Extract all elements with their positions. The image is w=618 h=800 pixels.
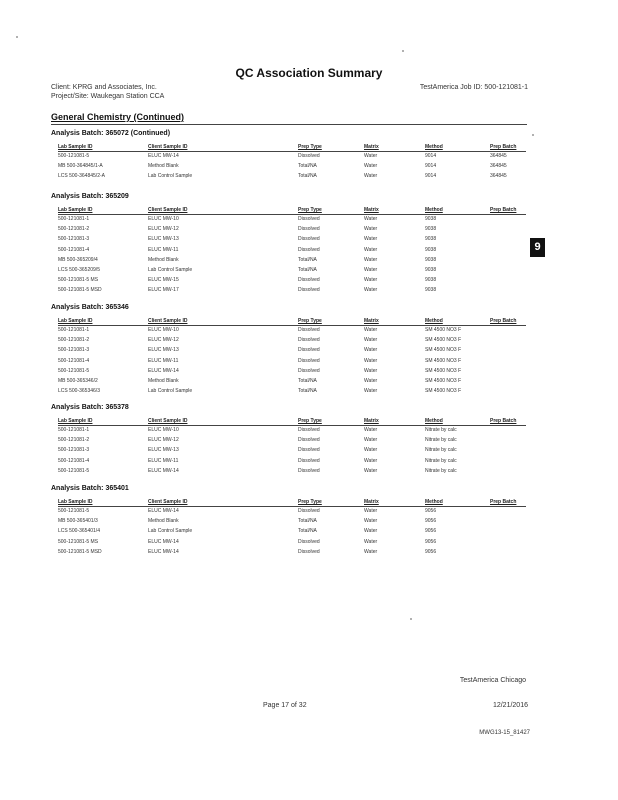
cell-method: 9014 — [425, 163, 437, 170]
scan-speck — [16, 36, 18, 38]
cell-matrix: Water — [364, 467, 378, 474]
cell-lab-sample-id: 500-121081-2 — [58, 437, 90, 444]
cell-matrix: Water — [364, 548, 378, 555]
cell-client-sample-id: ELUC MW-14 — [148, 467, 179, 474]
cell-client-sample-id: ELUC MW-10 — [148, 216, 179, 222]
cell-prep-type: Total/NA — [298, 267, 317, 273]
cell-matrix: Water — [364, 378, 378, 384]
cell-lab-sample-id: 500-121081-4 — [58, 457, 90, 464]
cell-method: 9038 — [425, 216, 437, 222]
cell-prep-type: Dissolved — [298, 437, 320, 444]
cell-prep-type: Dissolved — [298, 216, 320, 222]
cell-lab-sample-id: 500-121081-4 — [58, 246, 90, 253]
batch-title: Analysis Batch: 365401 — [51, 485, 129, 492]
cell-prep-batch: 364845 — [490, 163, 507, 170]
cell-client-sample-id: ELUC MW-13 — [148, 347, 179, 354]
header-rule — [51, 124, 527, 125]
cell-lab-sample-id: 500-121081-3 — [58, 447, 90, 454]
cell-lab-sample-id: 500-121081-1 — [58, 327, 90, 333]
cell-method: 9014 — [425, 153, 437, 159]
cell-method: Nitrate by calc — [425, 427, 457, 433]
header-underline — [58, 506, 526, 507]
cell-prep-type: Dissolved — [298, 467, 320, 474]
column-header-lab-sample-id: Lab Sample ID — [58, 318, 93, 324]
scan-speck — [402, 50, 404, 52]
cell-lab-sample-id: 500-121081-3 — [58, 347, 90, 354]
cell-prep-type: Dissolved — [298, 153, 320, 159]
cell-method: 9056 — [425, 518, 437, 525]
column-header-prep-batch: Prep Batch — [490, 418, 517, 424]
cell-client-sample-id: ELUC MW-14 — [148, 548, 179, 555]
cell-client-sample-id: ELUC MW-11 — [148, 246, 179, 253]
cell-lab-sample-id: 500-121081-5 — [58, 467, 90, 474]
cell-matrix: Water — [364, 246, 378, 253]
cell-matrix: Water — [364, 163, 378, 170]
cell-lab-sample-id: MB 500-364845/1-A — [58, 163, 103, 170]
cell-prep-type: Total/NA — [298, 256, 317, 263]
cell-client-sample-id: ELUC MW-15 — [148, 277, 179, 284]
cell-matrix: Water — [364, 427, 378, 433]
cell-client-sample-id: ELUC MW-13 — [148, 236, 179, 243]
cell-matrix: Water — [364, 277, 378, 284]
column-header-client-sample-id: Client Sample ID — [148, 318, 188, 324]
section-title: General Chemistry (Continued) — [51, 112, 185, 122]
cell-lab-sample-id: 500-121081-5 — [58, 367, 90, 374]
column-header-prep-batch: Prep Batch — [490, 318, 517, 324]
cell-prep-type: Dissolved — [298, 236, 320, 243]
column-header-method: Method — [425, 318, 443, 324]
cell-method: 9038 — [425, 256, 437, 263]
cell-method: 9056 — [425, 538, 437, 545]
cell-matrix: Water — [364, 287, 378, 294]
column-header-prep-type: Prep Type — [298, 418, 322, 424]
cell-lab-sample-id: LCS 500-365401/4 — [58, 528, 100, 535]
column-header-lab-sample-id: Lab Sample ID — [58, 499, 93, 505]
cell-client-sample-id: Method Blank — [148, 163, 179, 170]
cell-client-sample-id: ELUC MW-12 — [148, 437, 179, 444]
cell-method: 9038 — [425, 246, 437, 253]
cell-client-sample-id: ELUC MW-12 — [148, 226, 179, 233]
page-title: QC Association Summary — [235, 66, 383, 80]
cell-matrix: Water — [364, 226, 378, 233]
batch-title: Analysis Batch: 365378 — [51, 404, 129, 411]
cell-client-sample-id: Lab Control Sample — [148, 173, 193, 180]
cell-client-sample-id: ELUC MW-17 — [148, 287, 179, 294]
cell-client-sample-id: ELUC MW-14 — [148, 367, 179, 374]
cell-client-sample-id: Lab Control Sample — [148, 267, 193, 273]
column-header-client-sample-id: Client Sample ID — [148, 144, 188, 150]
cell-method: SM 4500 NO3 F — [425, 367, 462, 374]
cell-matrix: Water — [364, 357, 378, 364]
cell-matrix: Water — [364, 388, 378, 395]
column-header-prep-batch: Prep Batch — [490, 499, 517, 505]
cell-matrix: Water — [364, 337, 378, 344]
cell-prep-type: Total/NA — [298, 388, 317, 395]
cell-prep-type: Total/NA — [298, 163, 317, 170]
cell-client-sample-id: Lab Control Sample — [148, 528, 193, 535]
column-header-prep-type: Prep Type — [298, 318, 322, 324]
cell-matrix: Water — [364, 437, 378, 444]
cell-method: SM 4500 NO3 F — [425, 327, 462, 333]
column-header-lab-sample-id: Lab Sample ID — [58, 207, 93, 213]
cell-prep-type: Dissolved — [298, 246, 320, 253]
cell-matrix: Water — [364, 457, 378, 464]
cell-method: 9038 — [425, 236, 437, 243]
cell-client-sample-id: ELUC MW-14 — [148, 508, 179, 514]
scan-speck — [532, 134, 534, 136]
batch-title: Analysis Batch: 365072 (Continued) — [51, 130, 171, 137]
column-header-client-sample-id: Client Sample ID — [148, 207, 188, 213]
cell-lab-sample-id: 500-121081-5 — [58, 508, 90, 514]
column-header-prep-batch: Prep Batch — [490, 207, 517, 213]
cell-lab-sample-id: 500-121081-2 — [58, 226, 90, 233]
cell-client-sample-id: Method Blank — [148, 518, 179, 525]
cell-matrix: Water — [364, 153, 378, 159]
cell-lab-sample-id: LCS 500-365209/5 — [58, 267, 100, 273]
cell-method: Nitrate by calc — [425, 447, 457, 454]
cell-matrix: Water — [364, 538, 378, 545]
cell-prep-type: Dissolved — [298, 347, 320, 354]
cell-prep-type: Total/NA — [298, 378, 317, 384]
cell-client-sample-id: ELUC MW-14 — [148, 153, 179, 159]
cell-lab-sample-id: 500-121081-5 MS — [58, 277, 99, 284]
cell-prep-type: Total/NA — [298, 528, 317, 535]
column-header-lab-sample-id: Lab Sample ID — [58, 418, 93, 424]
column-header-matrix: Matrix — [364, 144, 379, 150]
cell-method: SM 4500 NO3 F — [425, 388, 462, 395]
footer-date: 12/21/2016 — [492, 702, 528, 709]
header-underline — [58, 325, 526, 326]
cell-lab-sample-id: 500-121081-4 — [58, 357, 90, 364]
cell-method: Nitrate by calc — [425, 437, 457, 444]
footer-company: TestAmerica Chicago — [459, 677, 526, 684]
cell-matrix: Water — [364, 216, 378, 222]
cell-lab-sample-id: 500-121081-5 — [58, 153, 90, 159]
cell-prep-batch: 364845 — [490, 173, 507, 180]
column-header-matrix: Matrix — [364, 418, 379, 424]
cell-client-sample-id: Method Blank — [148, 256, 179, 263]
cell-lab-sample-id: MB 500-365401/3 — [58, 518, 98, 525]
cell-prep-type: Dissolved — [298, 538, 320, 545]
section-tab-badge: 9 — [530, 238, 545, 257]
cell-matrix: Water — [364, 256, 378, 263]
job-id: TestAmerica Job ID: 500-121081-1 — [419, 84, 528, 91]
cell-prep-type: Dissolved — [298, 508, 320, 514]
cell-client-sample-id: ELUC MW-14 — [148, 538, 179, 545]
cell-lab-sample-id: 500-121081-5 MS — [58, 538, 99, 545]
cell-lab-sample-id: 500-121081-2 — [58, 337, 90, 344]
column-header-lab-sample-id: Lab Sample ID — [58, 144, 93, 150]
cell-prep-batch: 364845 — [490, 153, 507, 159]
column-header-client-sample-id: Client Sample ID — [148, 499, 188, 505]
column-header-method: Method — [425, 499, 443, 505]
cell-prep-type: Dissolved — [298, 337, 320, 344]
cell-prep-type: Dissolved — [298, 226, 320, 233]
cell-client-sample-id: ELUC MW-12 — [148, 337, 179, 344]
cell-prep-type: Dissolved — [298, 457, 320, 464]
cell-method: 9038 — [425, 277, 437, 284]
cell-matrix: Water — [364, 528, 378, 535]
cell-matrix: Water — [364, 367, 378, 374]
batch-title: Analysis Batch: 365209 — [51, 193, 129, 200]
cell-method: SM 4500 NO3 F — [425, 337, 462, 344]
footer-page: Page 17 of 32 — [263, 702, 307, 709]
project-line: Project/Site: Waukegan Station CCA — [51, 93, 165, 100]
cell-lab-sample-id: 500-121081-3 — [58, 236, 90, 243]
column-header-method: Method — [425, 144, 443, 150]
cell-method: Nitrate by calc — [425, 467, 457, 474]
cell-lab-sample-id: 500-121081-5 MSD — [58, 548, 102, 555]
cell-matrix: Water — [364, 267, 378, 273]
cell-lab-sample-id: 500-121081-1 — [58, 216, 90, 222]
column-header-matrix: Matrix — [364, 499, 379, 505]
cell-prep-type: Total/NA — [298, 518, 317, 525]
column-header-prep-type: Prep Type — [298, 144, 322, 150]
cell-method: 9038 — [425, 226, 437, 233]
header-underline — [58, 214, 526, 215]
cell-prep-type: Dissolved — [298, 367, 320, 374]
cell-lab-sample-id: MB 500-365346/2 — [58, 378, 98, 384]
cell-lab-sample-id: LCS 500-365346/3 — [58, 388, 100, 395]
cell-method: 9056 — [425, 548, 437, 555]
cell-prep-type: Dissolved — [298, 327, 320, 333]
cell-matrix: Water — [364, 508, 378, 514]
column-header-prep-batch: Prep Batch — [490, 144, 517, 150]
cell-prep-type: Dissolved — [298, 427, 320, 433]
column-header-prep-type: Prep Type — [298, 499, 322, 505]
cell-client-sample-id: ELUC MW-10 — [148, 427, 179, 433]
cell-client-sample-id: ELUC MW-10 — [148, 327, 179, 333]
cell-matrix: Water — [364, 347, 378, 354]
header-underline — [58, 151, 526, 152]
cell-prep-type: Dissolved — [298, 277, 320, 284]
cell-client-sample-id: ELUC MW-11 — [148, 457, 179, 464]
column-header-method: Method — [425, 418, 443, 424]
cell-client-sample-id: Lab Control Sample — [148, 388, 193, 395]
cell-method: Nitrate by calc — [425, 457, 457, 464]
cell-method: 9056 — [425, 508, 437, 514]
client-line: Client: KPRG and Associates, Inc. — [51, 84, 157, 91]
cell-client-sample-id: ELUC MW-13 — [148, 447, 179, 454]
cell-prep-type: Dissolved — [298, 357, 320, 364]
cell-method: SM 4500 NO3 F — [425, 357, 462, 364]
cell-matrix: Water — [364, 447, 378, 454]
batch-title: Analysis Batch: 365346 — [51, 304, 129, 311]
cell-matrix: Water — [364, 236, 378, 243]
cell-method: SM 4500 NO3 F — [425, 347, 462, 354]
cell-lab-sample-id: MB 500-365209/4 — [58, 256, 98, 263]
footer-doc-id: MWG13-15_81427 — [479, 730, 530, 736]
cell-matrix: Water — [364, 518, 378, 525]
cell-matrix: Water — [364, 173, 378, 180]
column-header-matrix: Matrix — [364, 318, 379, 324]
cell-method: 9038 — [425, 267, 437, 273]
scan-speck — [410, 618, 412, 620]
cell-client-sample-id: ELUC MW-11 — [148, 357, 179, 364]
cell-prep-type: Dissolved — [298, 447, 320, 454]
cell-method: 9056 — [425, 528, 437, 535]
column-header-method: Method — [425, 207, 443, 213]
cell-prep-type: Total/NA — [298, 173, 317, 180]
cell-lab-sample-id: LCS 500-364845/2-A — [58, 173, 105, 180]
cell-lab-sample-id: 500-121081-5 MSD — [58, 287, 102, 294]
cell-prep-type: Dissolved — [298, 287, 320, 294]
header-underline — [58, 425, 526, 426]
cell-method: 9014 — [425, 173, 437, 180]
cell-prep-type: Dissolved — [298, 548, 320, 555]
cell-method: SM 4500 NO3 F — [425, 378, 462, 384]
column-header-matrix: Matrix — [364, 207, 379, 213]
cell-lab-sample-id: 500-121081-1 — [58, 427, 90, 433]
column-header-prep-type: Prep Type — [298, 207, 322, 213]
cell-method: 9038 — [425, 287, 437, 294]
column-header-client-sample-id: Client Sample ID — [148, 418, 188, 424]
cell-matrix: Water — [364, 327, 378, 333]
cell-client-sample-id: Method Blank — [148, 378, 179, 384]
